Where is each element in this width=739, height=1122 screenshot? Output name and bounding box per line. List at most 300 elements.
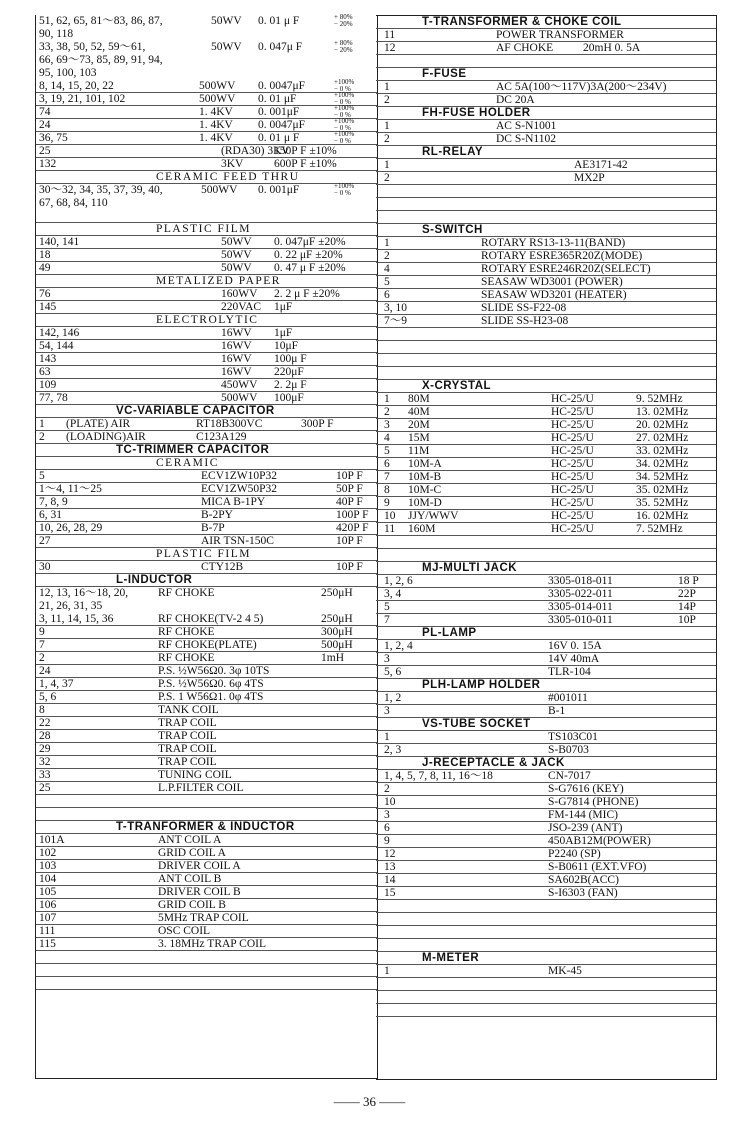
- part-row: [376, 29, 716, 42]
- part-value: HC-25/U: [551, 471, 594, 483]
- section-heading: [376, 757, 716, 770]
- subsection-heading: [36, 548, 377, 561]
- part-rating: SA602B(ACC): [548, 874, 619, 886]
- part-rating: SLIDE SS-H23-08: [481, 315, 569, 327]
- part-rating: 1. 4KV: [199, 119, 233, 131]
- ref-numbers: 12, 13, 16～18, 20,: [39, 587, 129, 599]
- subsection-title: METALIZED PAPER: [156, 275, 281, 287]
- part-row: [376, 601, 716, 614]
- part-value: 1μF: [274, 327, 293, 339]
- part-rating: 450AB12M(POWER): [548, 835, 651, 847]
- part-value: C123A129: [196, 431, 247, 443]
- blank-row: [376, 1004, 716, 1017]
- part-rating: 50WV: [221, 249, 252, 261]
- tolerance-minus: − 0 %: [334, 98, 351, 106]
- part-row: [36, 860, 377, 873]
- part-rating: 1. 4KV: [199, 106, 233, 118]
- ref-numbers: 74: [39, 106, 51, 118]
- part-row: [36, 782, 377, 795]
- section-heading: [36, 821, 377, 834]
- part-value: HC-25/U: [551, 523, 594, 535]
- part-rating: 50WV: [221, 236, 252, 248]
- part-row: [376, 510, 716, 523]
- part-value: RT18B300VC: [196, 418, 263, 430]
- ref-numbers: 9: [39, 626, 45, 638]
- ref-numbers: 1: [39, 418, 45, 430]
- blank-row: [376, 198, 716, 211]
- part-value: 0. 01 μF: [258, 93, 297, 105]
- ref-numbers: 106: [39, 899, 57, 911]
- part-row: [36, 535, 377, 548]
- part-row: [36, 366, 377, 379]
- part-value: 1mH: [321, 652, 344, 664]
- part-rating: MICA B-1PY: [201, 496, 266, 508]
- part-row: [376, 783, 716, 796]
- part-row: [376, 497, 716, 510]
- part-rating: 50WV: [211, 41, 242, 53]
- part-rating: 10M-C: [408, 484, 442, 496]
- ref-numbers: 32: [39, 756, 51, 768]
- ref-numbers: 11: [384, 29, 396, 41]
- part-rating: SEASAW WD3001 (POWER): [481, 276, 623, 288]
- part-value: 10P F: [336, 561, 363, 573]
- part-rating: 3305-018-011: [548, 575, 613, 587]
- part-rating: 50WV: [211, 15, 242, 27]
- left-parts-column: [35, 15, 378, 1079]
- part-rating: 3. 18MHz TRAP COIL: [158, 938, 266, 950]
- tolerance-minus: − 20%: [334, 46, 353, 54]
- ref-numbers: 51, 62, 65, 81～83, 86, 87,: [39, 15, 163, 27]
- part-row: [376, 250, 716, 263]
- part-row: [376, 861, 716, 874]
- part-rating: ROTARY RS13-13-11(BAND): [481, 237, 626, 249]
- part-rating: 10M-D: [408, 497, 442, 509]
- section-heading: [376, 16, 716, 29]
- part-value: HC-25/U: [551, 419, 594, 431]
- part-value: HC-25/U: [551, 445, 594, 457]
- part-rating: RF CHOKE(TV-2 4 5): [158, 613, 264, 625]
- part-rating: ANT COIL B: [158, 873, 222, 885]
- ref-numbers: 1: [384, 731, 390, 743]
- part-row: [376, 94, 716, 107]
- part-row: [376, 445, 716, 458]
- section-title: J-RECEPTACLE & JACK: [422, 757, 565, 769]
- part-rating: 16WV: [221, 327, 252, 339]
- part-rating: AIR TSN-150C: [201, 535, 274, 547]
- part-row: [36, 730, 377, 743]
- section-title: S-SWITCH: [422, 224, 483, 236]
- tolerance-plus: +100%: [334, 104, 355, 112]
- part-row: [36, 717, 377, 730]
- part-row: [376, 848, 716, 861]
- ref-numbers: 33: [39, 769, 51, 781]
- ref-numbers: 7～9: [384, 315, 407, 327]
- ref-numbers: 2: [39, 431, 45, 443]
- subsection-heading: [36, 275, 377, 288]
- section-heading: [376, 107, 716, 120]
- section-title: PLH-LAMP HOLDER: [422, 679, 541, 691]
- part-row: [376, 705, 716, 718]
- part-row: [36, 41, 377, 53]
- part-row: [36, 938, 377, 951]
- part-row: [376, 432, 716, 445]
- part-rating: (RDA30) 3KV: [221, 145, 290, 157]
- subsection-title: PLASTIC FILM: [156, 548, 251, 560]
- ref-numbers: 102: [39, 847, 57, 859]
- part-row: [376, 796, 716, 809]
- ref-numbers: 1: [384, 393, 390, 405]
- ref-numbers: 3, 11, 14, 15, 36: [39, 613, 114, 625]
- section-heading: [376, 718, 716, 731]
- blank-row: [36, 964, 377, 977]
- blank-row: [376, 926, 716, 939]
- part-row: [36, 236, 377, 249]
- tolerance-plus: + 80%: [334, 39, 353, 47]
- part-rating: FM-144 (MIC): [548, 809, 618, 821]
- ref-numbers: 13: [384, 861, 396, 873]
- ref-numbers: 8, 14, 15, 20, 22: [39, 80, 114, 92]
- tolerance-minus: − 0 %: [334, 137, 351, 145]
- ref-numbers: 1, 4, 5, 7, 8, 11, 16～18: [384, 770, 493, 782]
- blank-row: [376, 367, 716, 380]
- part-rating: MK-45: [548, 965, 582, 977]
- part-rating: TRAP COIL: [158, 756, 217, 768]
- part-row: [36, 327, 377, 340]
- part-rating: RF CHOKE: [158, 626, 215, 638]
- ref-numbers: 25: [39, 782, 51, 794]
- ref-numbers: 104: [39, 873, 57, 885]
- part-rating: 10M-A: [408, 458, 442, 470]
- part-row: [376, 237, 716, 250]
- ref-numbers: 27: [39, 535, 51, 547]
- ref-numbers: 7: [384, 471, 390, 483]
- subsection-title: PLASTIC FILM: [156, 223, 251, 235]
- section-title: L-INDUCTOR: [116, 574, 193, 586]
- tolerance-minus: − 20%: [334, 20, 353, 28]
- part-row: [376, 822, 716, 835]
- ref-numbers: 8: [384, 484, 390, 496]
- part-row: [376, 653, 716, 666]
- part-row: [376, 406, 716, 419]
- ref-numbers: 77, 78: [39, 392, 68, 404]
- part-row: [36, 652, 377, 665]
- ref-numbers: 29: [39, 743, 51, 755]
- part-rating: JSO-239 (ANT): [548, 822, 623, 834]
- section-title: M-METER: [422, 952, 480, 964]
- ref-numbers: 1: [384, 159, 390, 171]
- part-value: 18 P: [678, 575, 699, 587]
- part-row: [36, 626, 377, 639]
- blank-row: [36, 808, 377, 821]
- part-rating: P.S. ½W56Ω0. 3φ 10TS: [158, 665, 270, 677]
- ref-numbers: 1, 4, 37: [39, 678, 74, 690]
- blank-row: [376, 991, 716, 1004]
- part-row: [36, 67, 377, 79]
- part-rating: TS103C01: [548, 731, 598, 743]
- blank-row: [376, 536, 716, 549]
- part-row: [376, 614, 716, 627]
- part-rating: ROTARY ESRE365R20Z(MODE): [481, 250, 643, 262]
- part-rating: DC 20A: [496, 94, 535, 106]
- part-row: [36, 873, 377, 886]
- part-value: 10P F: [336, 470, 363, 482]
- part-rating: 20M: [408, 419, 430, 431]
- ref-numbers: 7: [39, 639, 45, 651]
- ref-numbers: 67, 68, 84, 110: [39, 197, 108, 209]
- part-row: [36, 119, 377, 132]
- part-row: [376, 770, 716, 783]
- part-extra: 7. 52MHz: [636, 523, 683, 535]
- part-row: [376, 692, 716, 705]
- part-rating: TLR-104: [548, 666, 591, 678]
- part-value: 100μ F: [274, 353, 307, 365]
- ref-numbers: 2: [384, 94, 390, 106]
- part-value: 250μH: [321, 587, 353, 599]
- ref-numbers: 36, 75: [39, 132, 68, 144]
- part-value: 0. 001μF: [258, 184, 300, 196]
- part-row: [36, 496, 377, 509]
- ref-numbers: 63: [39, 366, 51, 378]
- ref-numbers: 143: [39, 353, 57, 365]
- part-value: 10P: [678, 614, 696, 626]
- part-rating: GRID COIL A: [158, 847, 226, 859]
- part-row: [36, 249, 377, 262]
- part-rating: 15M: [408, 432, 430, 444]
- part-extra: 27. 02MHz: [636, 432, 689, 444]
- blank-row: [376, 939, 716, 952]
- ref-numbers: 2: [384, 783, 390, 795]
- ref-numbers: 5: [384, 445, 390, 457]
- blank-row: [36, 795, 377, 808]
- part-row: [36, 847, 377, 860]
- part-value: 14P: [678, 601, 696, 613]
- part-rating: P.S. ½W56Ω0. 6φ 4TS: [158, 678, 264, 690]
- part-value: 100P F: [336, 509, 369, 521]
- ref-numbers: 111: [39, 925, 56, 937]
- part-row: [376, 809, 716, 822]
- ref-numbers: 12: [384, 848, 396, 860]
- ref-numbers: 5: [384, 601, 390, 613]
- part-row: [376, 471, 716, 484]
- ref-numbers: 18: [39, 249, 51, 261]
- section-title: VS-TUBE SOCKET: [422, 718, 531, 730]
- ref-numbers: 10: [384, 796, 396, 808]
- part-extra: 16. 02MHz: [636, 510, 689, 522]
- section-heading: [376, 627, 716, 640]
- part-row: [36, 925, 377, 938]
- ref-numbers: 3: [384, 809, 390, 821]
- ref-numbers: 30～32, 34, 35, 37, 39, 40,: [39, 184, 163, 196]
- part-extra: 13. 02MHz: [636, 406, 689, 418]
- part-value: 0. 001μF: [258, 106, 300, 118]
- part-rating: TRAP COIL: [158, 743, 217, 755]
- ref-numbers: 10: [384, 510, 396, 522]
- part-value: HC-25/U: [551, 510, 594, 522]
- part-rating: 500WV: [199, 93, 236, 105]
- part-row: [376, 523, 716, 536]
- section-title: T-TRANSFORMER & CHOKE COIL: [422, 16, 622, 28]
- part-rating: 14V 40mA: [548, 653, 600, 665]
- ref-numbers: 3, 19, 21, 101, 102: [39, 93, 126, 105]
- part-row: [36, 288, 377, 301]
- part-rating: S-B0703: [548, 744, 589, 756]
- part-extra: 34. 02MHz: [636, 458, 689, 470]
- part-rating: ECV1ZW50P32: [201, 483, 278, 495]
- part-rating: AF CHOKE: [496, 42, 554, 54]
- part-value: 420P F: [336, 522, 369, 534]
- part-row: [36, 743, 377, 756]
- part-rating: S-G7616 (KEY): [548, 783, 624, 795]
- part-value: 2. 2μ F: [274, 379, 307, 391]
- part-rating: #001011: [548, 692, 588, 704]
- blank-row: [376, 341, 716, 354]
- part-value: 0. 22 μF ±20%: [274, 249, 343, 261]
- part-value: HC-25/U: [551, 393, 594, 405]
- part-row: [376, 887, 716, 900]
- part-row: [376, 159, 716, 172]
- part-value: 40P F: [336, 496, 363, 508]
- part-row: [376, 575, 716, 588]
- part-value: 100μF: [274, 392, 304, 404]
- ref-numbers: 6, 31: [39, 509, 62, 521]
- part-row: [36, 158, 377, 171]
- part-row: [36, 886, 377, 899]
- part-row: [36, 522, 377, 535]
- section-heading: [376, 562, 716, 575]
- part-row: [36, 80, 377, 93]
- part-row: [376, 458, 716, 471]
- tolerance-plus: +100%: [334, 182, 355, 190]
- ref-numbers: 145: [39, 301, 57, 313]
- subsection-heading: [36, 457, 377, 470]
- part-value: 500μH: [321, 639, 353, 651]
- part-row: [36, 587, 377, 599]
- tolerance-minus: − 0 %: [334, 124, 351, 132]
- part-rating: MX2P: [574, 172, 605, 184]
- part-rating: DRIVER COIL A: [158, 860, 241, 872]
- part-rating: 11M: [408, 445, 430, 457]
- part-row: [36, 899, 377, 912]
- part-rating: 500WV: [201, 184, 238, 196]
- subsection-title: CERAMIC FEED THRU: [156, 171, 300, 183]
- part-rating: 160WV: [221, 288, 258, 300]
- section-heading: [36, 405, 377, 418]
- part-rating: S-G7814 (PHONE): [548, 796, 639, 808]
- blank-row: [376, 354, 716, 367]
- ref-numbers: 9: [384, 497, 390, 509]
- section-title: RL-RELAY: [422, 146, 484, 158]
- ref-numbers: 22: [39, 717, 51, 729]
- part-rating: SLIDE SS-F22-08: [481, 302, 567, 314]
- part-rating: JJY/WWV: [408, 510, 459, 522]
- part-rating: ANT COIL A: [158, 834, 222, 846]
- part-row: [36, 197, 377, 209]
- part-rating: POWER TRANSFORMER: [496, 29, 624, 41]
- part-value: 0. 01 μ F: [258, 132, 300, 144]
- section-title: F-FUSE: [422, 68, 467, 80]
- part-row: [376, 120, 716, 133]
- blank-row: [376, 328, 716, 341]
- ref-numbers: 2: [384, 250, 390, 262]
- part-rating: 160M: [408, 523, 436, 535]
- part-row: [376, 133, 716, 146]
- part-rating: 50WV: [221, 262, 252, 274]
- ref-numbers: 1, 2, 6: [384, 575, 413, 587]
- part-rating: CN-7017: [548, 770, 591, 782]
- part-value: 220μF: [274, 366, 304, 378]
- part-extra: 35. 02MHz: [636, 484, 689, 496]
- part-row: [376, 744, 716, 757]
- part-value: 2. 2 μ F ±20%: [274, 288, 340, 300]
- part-value: HC-25/U: [551, 497, 594, 509]
- part-rating: DC S-N1102: [496, 133, 556, 145]
- ref-numbers: 33, 38, 50, 52, 59～61,: [39, 41, 146, 53]
- blank-row: [36, 977, 377, 990]
- page-number: —— 36 ——: [333, 1094, 406, 1109]
- part-rating: P.S. 1 W56Ω1. 0φ 4TS: [158, 691, 264, 703]
- part-rating: 16WV: [221, 340, 252, 352]
- part-row: [36, 769, 377, 782]
- section-heading: [376, 380, 716, 393]
- ref-numbers: 140, 141: [39, 236, 80, 248]
- part-row: [36, 678, 377, 691]
- part-rating: TRAP COIL: [158, 730, 217, 742]
- part-rating: B-1: [548, 705, 566, 717]
- ref-numbers: 3: [384, 705, 390, 717]
- part-row: [376, 172, 716, 185]
- ref-numbers: 1, 2, 4: [384, 640, 413, 652]
- part-row: [36, 470, 377, 483]
- ref-numbers: 24: [39, 665, 51, 677]
- part-row: [36, 353, 377, 366]
- subsection-heading: [36, 314, 377, 327]
- section-heading: [376, 224, 716, 237]
- part-rating: RF CHOKE(PLATE): [158, 639, 257, 651]
- part-rating: P2240 (SP): [548, 848, 601, 860]
- part-rating: AC 5A(100～117V)3A(200～234V): [496, 81, 667, 93]
- part-rating: TANK COIL: [158, 704, 219, 716]
- ref-numbers: 12: [384, 42, 396, 54]
- ref-numbers: 6: [384, 458, 390, 470]
- part-extra: 300P F: [301, 418, 334, 430]
- part-row: [36, 912, 377, 925]
- part-row: [376, 302, 716, 315]
- part-row: [36, 418, 377, 431]
- blank-row: [376, 55, 716, 68]
- part-value: 0. 01 μ F: [258, 15, 300, 27]
- ref-numbers: 25: [39, 145, 51, 157]
- part-rating: 16WV: [221, 366, 252, 378]
- part-rating: (LOADING)AIR: [66, 431, 146, 443]
- part-value: HC-25/U: [551, 458, 594, 470]
- part-value: HC-25/U: [551, 406, 594, 418]
- part-row: [36, 392, 377, 405]
- ref-numbers: 1, 2: [384, 692, 402, 704]
- part-row: [376, 835, 716, 848]
- part-row: [36, 145, 377, 158]
- ref-numbers: 107: [39, 912, 57, 924]
- part-value: 10μF: [274, 340, 299, 352]
- ref-numbers: 2: [384, 172, 390, 184]
- part-extra: 34. 52MHz: [636, 471, 689, 483]
- part-value: 22P: [678, 588, 696, 600]
- part-row: [36, 93, 377, 106]
- tolerance-plus: +100%: [334, 91, 355, 99]
- part-rating: L.P.FILTER COIL: [158, 782, 244, 794]
- ref-numbers: 1: [384, 120, 390, 132]
- ref-numbers: 2: [384, 133, 390, 145]
- tolerance-plus: +100%: [334, 130, 355, 138]
